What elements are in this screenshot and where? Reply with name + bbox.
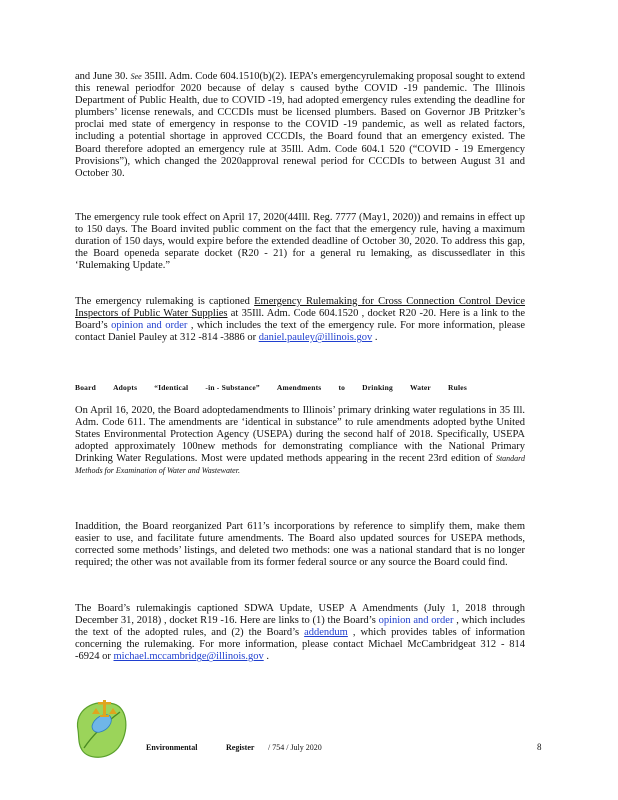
opinion-and-order-link[interactable]: opinion and order: [111, 320, 188, 332]
text: .: [372, 332, 378, 344]
page-footer: [0, 690, 618, 770]
footer-issue: / 754 / July 2020: [268, 743, 322, 752]
heading-word: Adopts: [113, 383, 138, 392]
text: , which includes the text of the adopted rules, and (2) the Board’s: [75, 615, 525, 639]
text: at 35Ill. Adm. Code 604.1520 , docket R20 -20. Here is a link to the Board’s: [75, 308, 525, 332]
paragraph-iepa-emergency: [75, 71, 525, 180]
email-link-mccambridge[interactable]: michael.mccambridge@illinois.gov: [113, 651, 264, 663]
text: The emergency rule took effect on April 17, 2020(44Ill. Reg. 7777 (May1, 2020)) and remains in effect up to 150 days. The Board invited public comment on the fact that the emergency rule, having a maximum duration of 150 days, would expire before the extended deadline of October 30, 2020. To address this gap, the Board openeda separate docket (R20 - 21) for a general ru lemaking, as discussedlater in this ‘Rulemaking Update.”: [75, 212, 525, 272]
text: and June 30.: [75, 71, 131, 82]
paragraph-emergency-caption: [75, 296, 525, 344]
page-number: 8: [537, 742, 542, 752]
rulemaking-caption: Emergency Rulemaking for Cross Connection Control Device Inspectors of Public Water Supplies: [75, 296, 526, 320]
environmental-register-logo-icon: [70, 690, 132, 762]
text: 35Ill. Adm. Code 604.1510(b)(2). IEPA’s emergencyrulemaking proposal sought to extend this renewal periodfor 2020 because of delay s caused bythe COVID -19 pandemic. The Illinois Department of Public Health, due to COVID -19, had adopted emergency rules extending the deadline for plumbers’ license renewals, and CCCDIs must be licensed plumbers. Based on Governor JB Pritzker’s proclai med state of emergency in response to the COVID -19 pandemic, as well as related factors, including a potential shortage in approved CCCDIs, the Board found that an emergency existed. The Board therefore adopted an emergency rule at 35Ill. Adm. Code 604.1 520 (“COVID - 19 Emergency Provisions”), which changed the 2020approval renewal period for CCCDIs to between August 31 and October 30.: [75, 71, 525, 179]
opinion-and-order-link[interactable]: opinion and order: [378, 615, 454, 627]
text: .: [263, 651, 269, 663]
section-heading: [75, 383, 525, 393]
text: Inaddition, the Board reorganized Part 611’s incorporations by reference to simplify them, make them easier to use, and facilitate future amendments. The Board also updated sources for USEPA methods, corrected some methods’ listings, and deleted two methods: one was a national standard that is no longer required; the other was not available from its former federal source or any source the Board could find.: [75, 521, 525, 569]
standard-methods-title: Standard Methods for Examination of Water and Wastewater.: [75, 454, 525, 476]
heading-word: to: [338, 383, 346, 392]
heading-word: “Identical: [154, 383, 189, 392]
text: The Board’s rulemakingis captioned SDWA Update, USEP A Amendments (July 1, 2018 through December 31, 2018) , docket R19 -16. Here are links to (1) the Board’s: [75, 603, 525, 627]
heading-word: Rules: [448, 383, 467, 392]
paragraph-reorganized: [75, 521, 525, 569]
heading-word: Water: [409, 383, 431, 392]
email-link-pauley[interactable]: daniel.pauley@illinois.gov: [258, 332, 373, 344]
addendum-link[interactable]: addendum: [304, 627, 348, 639]
footer-publication: Environmental: [146, 743, 198, 752]
paragraph-identical-in-substance: [75, 405, 525, 478]
text: The emergency rulemaking is captioned: [75, 296, 255, 307]
see-italic: See: [130, 72, 142, 81]
text: , which provides tables of information concerning the rulemaking. For more information, please contact Michael McCambridgeat 312 - 814 -6924 or: [75, 627, 525, 663]
paragraph-emergency-rule-effect: [75, 212, 525, 272]
footer-register: Register: [226, 743, 255, 752]
text: , which includes the text of the emergency rule. For more information, please contact Daniel Pauley at 312 -814 -3886 or: [75, 320, 525, 344]
text: On April 16, 2020, the Board adoptedamendments to Illinois’ primary drinking water regulations in 35 Ill. Adm. Code 611. The amendments are ‘identical in substance” to rule amendments adopted bythe United States Environmental Protection Agency (USEPA) during the second half of 2018. Specifically, USEPA adopted approximately 100new methods for demonstrating compliance with the National Primary Drinking Water Regulations. Most were updated methods appearing in the recent 23rd edition of: [75, 405, 525, 465]
heading-word: Amendments: [276, 383, 322, 392]
heading-word: Board: [75, 383, 97, 392]
paragraph-sdwa-caption: [75, 603, 525, 663]
heading-word: Drinking: [362, 383, 393, 392]
heading-word: -in - Substance”: [205, 383, 260, 392]
heading-words: [75, 383, 467, 393]
